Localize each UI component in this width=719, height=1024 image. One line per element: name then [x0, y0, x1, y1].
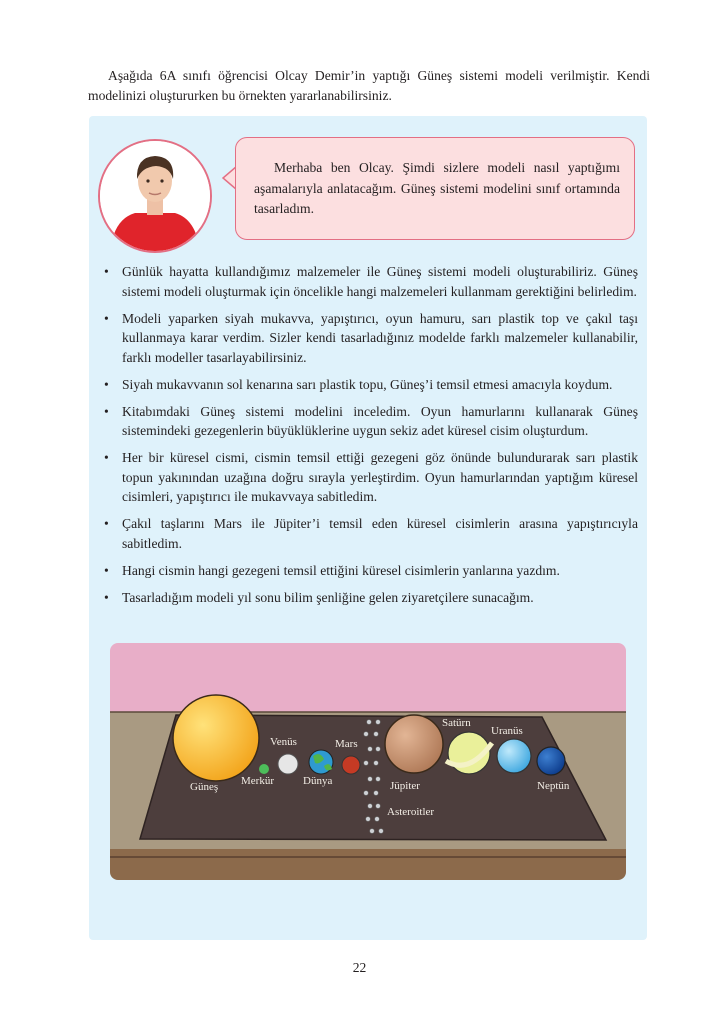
- speech-text: Merhaba ben Olcay. Şimdi sizlere modeli nasıl yaptığımı aşamalarıyla anlatacağım. Güneş sistemi modelini sınıf ortamında tasarladım.: [254, 160, 620, 216]
- list-item: • Günlük hayatta kullandığımız malzemeler ile Güneş sistemi modeli oluşturabiliriz. Güneş sistemi modeli oluşturmak için öncelikle hangi malzemeleri kullanmam gerektiğini belirledim.: [104, 264, 638, 299]
- venus-ball: [278, 754, 298, 774]
- bullet-icon: •: [104, 403, 109, 419]
- uranus-ball: [497, 739, 531, 773]
- page-number: 22: [352, 960, 367, 975]
- neptune-ball: [537, 747, 565, 775]
- earth-ball: [309, 750, 333, 774]
- label-sun: Güneş: [190, 781, 219, 793]
- list-item: • Her bir küresel cismi, cismin temsil ettiği gezegeni göz önünde bulundurarak sarı plastik topun yakınından uzağına doğru sırayla yerleştirdim. Oyun hamurlarından yaptığım küresel cisimleri, yapıştırıcı ile mukavvaya sabitledim.: [104, 450, 638, 504]
- bullet-icon: •: [104, 310, 109, 326]
- bullet-icon: •: [104, 264, 109, 279]
- label-earth: Dünya: [303, 775, 333, 787]
- bullet-icon: •: [104, 562, 109, 578]
- list-item: • Siyah mukavvanın sol kenarına sarı plastik topu, Güneş’i temsil etmesi amacıyla koydum.: [100, 375, 638, 395]
- label-uranus: Uranüs: [491, 725, 523, 737]
- list-item: • Hangi cismin hangi gezegeni temsil ettiğini küresel cisimlerin yanlarına yazdım.: [100, 561, 638, 581]
- label-asteroids: Asteroitler: [387, 806, 435, 818]
- list-item: • Çakıl taşlarını Mars ile Jüpiter’i temsil eden küresel cisimlerin arasına yapıştırıcıyla sabitledim.: [104, 516, 638, 551]
- list-item: • Kitabımdaki Güneş sistemi modelini inceledim. Oyun hamurlarını kullanarak Güneş sistemindeki gezegenlerin büyüklüklerine uygun sekiz adet küresel cisim oluşturdum.: [104, 403, 638, 438]
- list-item: • Tasarladığım modeli yıl sonu bilim şenliğine gelen ziyaretçilere sunacağım.: [100, 588, 638, 608]
- intro-paragraph: Aşağıda 6A sınıfı öğrencisi Olcay Demir’in yaptığı Güneş sistemi modeli verilmiştir. Kendi modelinizi oluştururken bu örnekten yararlanabilirsiniz.: [88, 68, 650, 103]
- solar-system-model-illustration: [110, 643, 626, 880]
- label-saturn: Satürn: [442, 717, 471, 729]
- mars-ball: [342, 756, 360, 774]
- student-avatar: [98, 139, 212, 253]
- steps-list: [100, 262, 638, 615]
- label-venus: Venüs: [270, 736, 297, 748]
- label-mercury: Merkür: [241, 775, 274, 787]
- speech-bubble: [235, 137, 635, 240]
- list-item: • Modeli yaparken siyah mukavva, yapıştırıcı, oyun hamuru, sarı plastik top ve çakıl taşı kullanmaya karar verdim. Sizler kendi tasarladığınız modelde farklı malzemeler kullanabilir, farklı modeller tasarlayabilirsiniz.: [104, 310, 638, 365]
- label-mars: Mars: [335, 738, 358, 750]
- bullet-icon: •: [104, 516, 109, 531]
- bullet-icon: •: [104, 376, 109, 392]
- jupiter-ball: [385, 715, 443, 773]
- label-neptune: Neptün: [537, 780, 570, 792]
- mercury-ball: [259, 764, 269, 774]
- sun-ball: [173, 695, 259, 781]
- bullet-icon: •: [104, 589, 109, 605]
- label-jupiter: Jüpiter: [390, 780, 420, 792]
- bullet-icon: •: [104, 450, 109, 465]
